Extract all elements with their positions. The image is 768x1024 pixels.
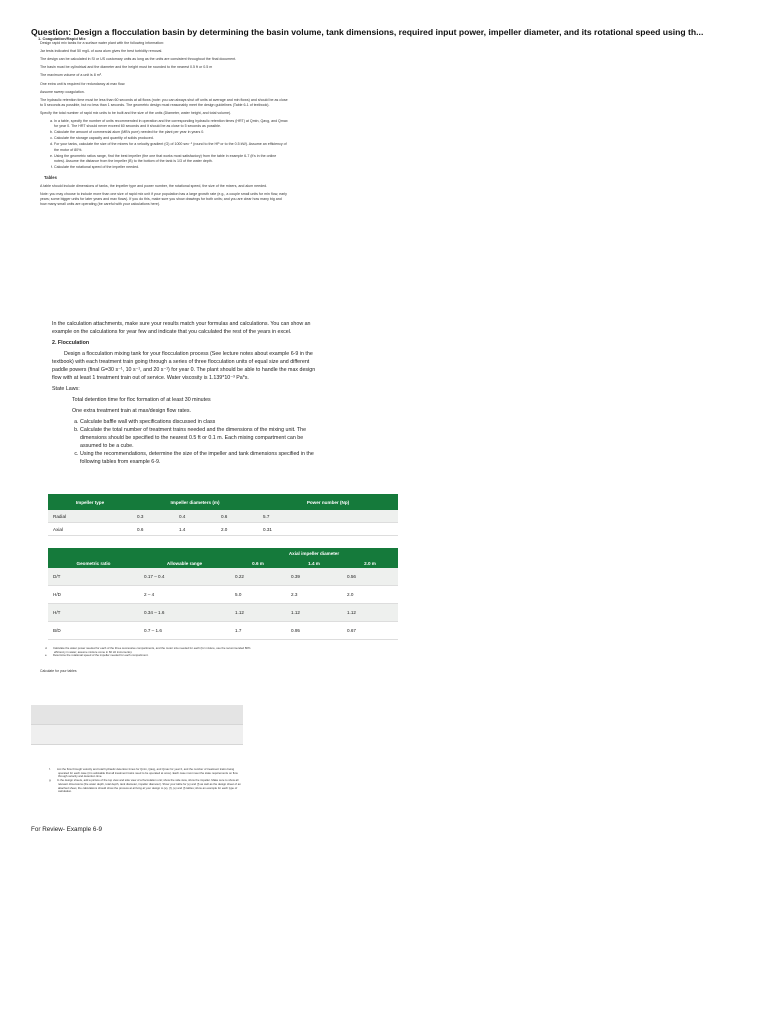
part1-paragraph: Design rapid mix tanks for a surface water plant with the following information: [40, 41, 165, 46]
table-cell: H/D [48, 586, 139, 604]
table-cell: 0.17 – 0.4 [139, 568, 230, 586]
table-cell: 0.6 [216, 510, 258, 523]
blank-table-row [31, 725, 243, 745]
table-cell: 1.12 [230, 604, 286, 622]
part3-items [48, 768, 243, 794]
list-item-text: Calculate the water power needed for each of the three successive compartments, and the motor size needed for each (for mixture, use the recommended 80% efficiency in water; assume mixture come in 60 Hz increments). [53, 646, 251, 654]
table-cell: H/T [48, 604, 139, 622]
part1-section [40, 36, 288, 210]
calc-note: Calculate for your tables [40, 669, 77, 673]
table-cell: 5.0 [230, 586, 286, 604]
tables-paragraph: Note: you may choose to include more than one size of rapid mix unit if your population has a large growth rate (e.g., a couple small units for min flow, early years; some bigger units for later years and max flows). If you do this, make sure you show drawings for both units; and you are clear how many big and how many small units are operating (be careful with your calculations here). [40, 192, 287, 207]
list-marker: g. [49, 778, 52, 783]
list-item: a. In a table, specify the number of units recommended in operation and the corresponding hydraulic retention times (HRT) at Qmin, Qavg, and Qmax for year 0. The HRT should never exceed 60 seconds and it should be as close to 5 seconds as possible. [54, 119, 288, 129]
table-header: 0.6 m [230, 558, 286, 568]
list-item: c. Using the recommendations, determine the size of the impeller and tank dimensions specified in the following tables from example 6-9. [80, 450, 324, 466]
table-cell: 2 – 4 [139, 586, 230, 604]
table-cell: 0.39 [286, 568, 342, 586]
list-item: c. Calculate the storage capacity and quantity of solids produced. [54, 136, 288, 141]
table-header: Power number (Np) [258, 494, 398, 510]
table-cell: 1.12 [286, 604, 342, 622]
part1-paragraph: One extra unit is required for redundancy at max flow. [40, 81, 126, 86]
list-item: d. For your tanks, calculate the size of the mixers for a velocity gradient (G) of 1000 sec⁻¹ (round to the HP or to the 0.5 kW). Assume an efficiency of the motor of 80%. [54, 142, 288, 152]
list-item: a. Calculate baffle wall with specifications discussed in class [80, 418, 324, 426]
table-row [48, 604, 398, 622]
table-header: Geometric ratio [48, 558, 139, 568]
part2-items-after [42, 647, 252, 658]
table-cell: 2.0 [216, 523, 258, 536]
table-header: 1.4 m [286, 558, 342, 568]
list-marker: f. [49, 767, 51, 771]
impeller-table [48, 494, 398, 536]
list-item: e. Using the geometric ratios range, find the best impeller (the one that works most satisfactory) from the table in example 6-7 (it's in the online notes). Assume the distance from the impeller (B) to the bottom of the tank is 1/3 of the water depth. [54, 154, 288, 164]
part2-section [52, 320, 324, 466]
state-law: One extra treatment train at max/design flow rates. [72, 408, 191, 414]
table-cell: 0.31 [258, 523, 398, 536]
table-row [48, 523, 398, 536]
table-cell: 1.12 [342, 604, 398, 622]
table-row [48, 568, 398, 586]
part1-paragraph: The hydraulic retention time must be less than 60 seconds at all flows (note: you can always shut off units at average and min flows) and should be as close to 5 seconds as possible, but no less than 1 seconds. The geometric design must reasonably meet the design guidelines (Table 6-1 of textbook). [40, 97, 288, 107]
table-cell: 0.22 [230, 568, 286, 586]
list-marker: d. [45, 646, 48, 650]
list-item: b. Calculate the total number of treatment trains needed and the dimensions of the mixing unit. The dimensions should be specified to the nearest 0.5 ft or 0.1 m. Each mixing compartment can be assumed to be a cube. [80, 426, 324, 450]
list-item: f. Calculate the rotational speed of the impeller needed. [54, 165, 288, 170]
list-marker: e. [45, 653, 48, 658]
table-cell: 0.67 [342, 622, 398, 640]
tables-heading: Tables [44, 174, 57, 180]
table-header: 2.0 m [342, 558, 398, 568]
geometric-ratio-table [48, 548, 398, 640]
blank-table-row [31, 705, 243, 725]
part1-paragraph: The maximum volume of a unit is 8 m³. [40, 73, 102, 78]
list-item-text: Determine the rotational speed of the impeller needed for each compartment. [53, 653, 149, 658]
table-header: Allowable range [139, 558, 230, 568]
part1-paragraph: Specify the total number of rapid mix units to be built and the size of the units (Diameter, water height, and total volume). [40, 110, 232, 115]
table-cell: Radial [48, 510, 132, 523]
table-cell: 0.7 – 1.6 [139, 622, 230, 640]
part1-heading: 1. Coagulation/Rapid Mix [38, 36, 86, 41]
part2-intro: In the calculation attachments, make sure your results match your formulas and calculations. You can show an example on the calculations for year few and indicate that you calculated the rest of the years in excel. [52, 321, 311, 335]
part2-item-list [72, 418, 324, 466]
part1-paragraph: Jar tests indicated that 50 mg/L of aura alum gives the best turbidity removal. [40, 49, 163, 54]
list-item [45, 653, 252, 658]
question-title: Question: Design a flocculation basin by determining the basin volume, tank dimensions, required input power, impeller diameter, and its rotational speed using th... [31, 27, 704, 37]
review-label: For Review- Example 6-9 [31, 826, 103, 833]
part2-heading: 2. Flocculation [52, 340, 90, 346]
table-row [48, 586, 398, 604]
part1-paragraph: Assume sweep coagulation. [40, 89, 85, 94]
table-cell: D/T [48, 568, 139, 586]
table-cell: 0.56 [342, 568, 398, 586]
table-cell: 0.3 [132, 510, 174, 523]
table-cell: 0.34 – 1.6 [139, 604, 230, 622]
part1-paragraph: The design can be calculated in SI or US customary units as long as the units are consistent throughout the final document. [40, 57, 237, 62]
table-super-header: Axial impeller diameter [230, 548, 398, 558]
table-row [48, 622, 398, 640]
table-cell: B/D [48, 622, 139, 640]
list-item-text: In the design sheets, add a picture of the top view and side view of a flocculation unit; show the side view, show the impeller. Make sure to show all relevant dimensions (the water depth, total depth, tank diameter, impeller diameter). Show your table for (e) and (f) as well as the design sheet of an attached sheet, the calculations should show the process at arriving at your design to (e), (f), (e) and (f) tables; show an example for each type of calculation. [57, 778, 241, 794]
tables-paragraph: A table should include dimensions of tanks, the impeller type and power number, the rotational speed, the size of the mixers, and alum needed. [40, 183, 268, 188]
table-cell: 2.0 [342, 586, 398, 604]
table-cell: 1.4 [174, 523, 216, 536]
table-cell: 1.7 [230, 622, 286, 640]
table-cell: 0.95 [286, 622, 342, 640]
list-item [49, 778, 243, 794]
table-header: Impeller diameters (m) [132, 494, 258, 510]
state-law: Total detention time for floc formation of at least 30 minutes [72, 397, 211, 403]
table-cell: 5.7 [258, 510, 398, 523]
table-cell: 0.6 [132, 523, 174, 536]
part2-paragraph: Design a flocculation mixing tank for your flocculation process (See lecture notes about example 6-9 in the textbook) with each treatment train going through a series of three flocculation units of equal size and different paddle powers (final G=30 s⁻¹, 10 s⁻¹, and 20 s⁻¹) for year 0. The plant should be able to handle the max design flow with at least 1 treatment train out of service. Water viscosity is 1.139*10⁻³ Pa*s. [52, 351, 316, 381]
table-header: Impeller type [48, 494, 132, 510]
list-item-text: List the flow through velocity and total hydraulic detention times for Qmin, Qavg, and Qmax for year 0, and the number of treatment trains being operated for each case (it is advisable that all treatment trains need to be operated at once). Each case must meet the state requirements on flow through velocity and detention time. [57, 767, 238, 779]
list-item: b. Calculate the amount of commercial alum (MB's pure) needed for the plant per year in years 0. [54, 130, 288, 135]
blank-table [31, 705, 243, 745]
state-laws-label: State Laws: [52, 386, 80, 392]
table-row [48, 510, 398, 523]
table-cell: 0.4 [174, 510, 216, 523]
table-cell: Axial [48, 523, 132, 536]
part1-paragraph: The basin must be cylindrical and the diameter and the height must be rounded to the nearest 0.5 ft or 0.5 m [40, 65, 213, 70]
part1-item-list [54, 119, 288, 170]
table-cell: 2.3 [286, 586, 342, 604]
